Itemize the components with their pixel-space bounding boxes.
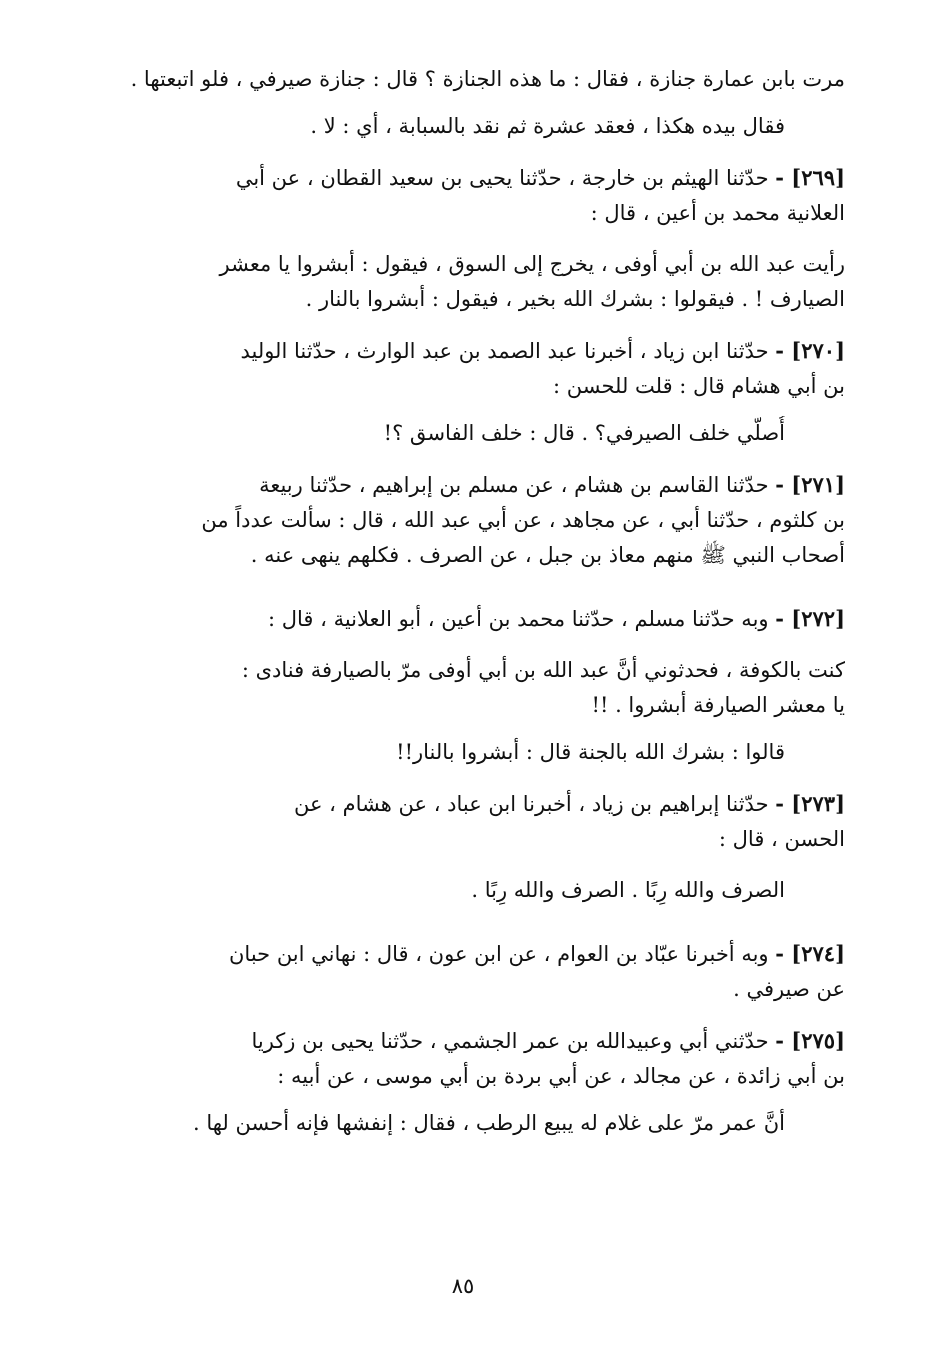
text-line — [100, 467, 845, 503]
paragraph — [100, 653, 845, 723]
text-line — [100, 1023, 845, 1059]
text-segment: حدّثني أبي وعبيدالله بن عمر الجشمي ، حدّثنا يحيى بن زكريا — [251, 1029, 769, 1053]
text-line: فقال بيده هكذا ، فعقد عشرة ثم نقد بالسبابة ، أي : لا . — [310, 114, 785, 138]
hadith-number: [٢٧٠] - — [775, 338, 845, 363]
hadith-number: [٢٧٣] - — [775, 791, 845, 816]
text-segment: وبه أخبرنا عبّاد بن العوام ، عن ابن عون ، قال : نهاني ابن حبان — [229, 942, 769, 966]
text-line: رأيت عبد الله بن أبي أوفى ، يخرج إلى السوق ، فيقول : أبشروا يا معشر — [219, 252, 845, 276]
paragraph — [100, 873, 845, 908]
text-line: بن أبي زائدة ، عن مجالد ، عن أبي بردة بن أبي موسى ، عن أبيه : — [277, 1064, 845, 1088]
page-text — [100, 62, 845, 1141]
text-line: أنَّ عمر مرّ على غلام له يبيع الرطب ، فقال : إنفشها فإنه أحسن لها . — [193, 1111, 785, 1135]
text-line — [100, 601, 845, 637]
text-line: أُصلّي خلف الصيرفي؟ . قال : خلف الفاسق ؟! — [383, 421, 785, 445]
text-line: بن كلثوم ، حدّثنا أبي ، عن مجاهد ، عن أبي عبد الله ، قال : سألت عدداً من — [201, 508, 845, 532]
text-line: بن أبي هشام قال : قلت للحسن : — [552, 374, 845, 398]
hadith-number: [٢٧١] - — [775, 472, 845, 497]
text-line: الحسن ، قال : — [718, 827, 845, 851]
paragraph — [100, 109, 845, 144]
paragraph — [100, 1106, 845, 1141]
hadith-number: [٢٧٢] - — [775, 606, 845, 631]
text-line — [100, 160, 845, 196]
hadith-number: [٢٦٩] - — [775, 165, 845, 190]
paragraph — [100, 62, 845, 97]
paragraph — [100, 735, 845, 770]
text-segment: حدّثنا إبراهيم بن زياد ، أخبرنا ابن عباد ، عن هشام ، عن — [293, 792, 769, 816]
hadith-paragraph-272 — [100, 601, 845, 637]
hadith-paragraph-271 — [100, 467, 845, 573]
hadith-paragraph-273 — [100, 786, 845, 857]
text-segment: حدّثنا القاسم بن هشام ، عن مسلم بن إبراهيم ، حدّثنا ربيعة — [259, 473, 769, 497]
text-line — [100, 936, 845, 972]
text-line: يا معشر الصيارفة أبشروا . !! — [591, 693, 845, 717]
paragraph — [100, 416, 845, 451]
text-line: الصيارف ! . فيقولوا : بشرك الله بخير ، فيقول : أبشروا بالنار . — [305, 287, 845, 311]
text-line: عن صيرفي . — [733, 977, 845, 1001]
page-number: ٨٥ — [451, 1274, 475, 1298]
text-line: قالوا : بشرك الله بالجنة قال : أبشروا بالنار!! — [396, 740, 785, 764]
text-segment: حدّثنا ابن زياد ، أخبرنا عبد الصمد بن عبد الوارث ، حدّثنا الوليد — [240, 339, 769, 363]
hadith-number: [٢٧٤] - — [775, 941, 845, 966]
text-line: العلانية محمد بن أعين ، قال : — [590, 201, 845, 225]
text-line: مرت بابن عمارة جنازة ، فقال : ما هذه الجنازة ؟ قال : جنازة صيرفي ، فلو اتبعتها . — [130, 67, 845, 91]
text-line: أصحاب النبي ﷺ منهم معاذ بن جبل ، عن الصرف . فكلهم ينهى عنه . — [250, 543, 845, 567]
text-segment: حدّثنا الهيثم بن خارجة ، حدّثنا يحيى بن سعيد القطان ، عن أبي — [235, 166, 769, 190]
text-line — [100, 333, 845, 369]
hadith-paragraph-274 — [100, 936, 845, 1007]
text-line — [100, 786, 845, 822]
paragraph — [100, 247, 845, 317]
text-line: الصرف والله رِبًا . الصرف والله رِبًا . — [471, 878, 785, 902]
hadith-paragraph-269 — [100, 160, 845, 231]
text-segment: وبه حدّثنا مسلم ، حدّثنا محمد بن أعين ، أبو العلانية ، قال : — [268, 607, 769, 631]
text-line: كنت بالكوفة ، فحدثوني أنَّ عبد الله بن أبي أوفى مرّ بالصيارفة فنادى : — [241, 658, 845, 682]
hadith-number: [٢٧٥] - — [775, 1028, 845, 1053]
hadith-paragraph-270 — [100, 333, 845, 404]
hadith-paragraph-275 — [100, 1023, 845, 1094]
